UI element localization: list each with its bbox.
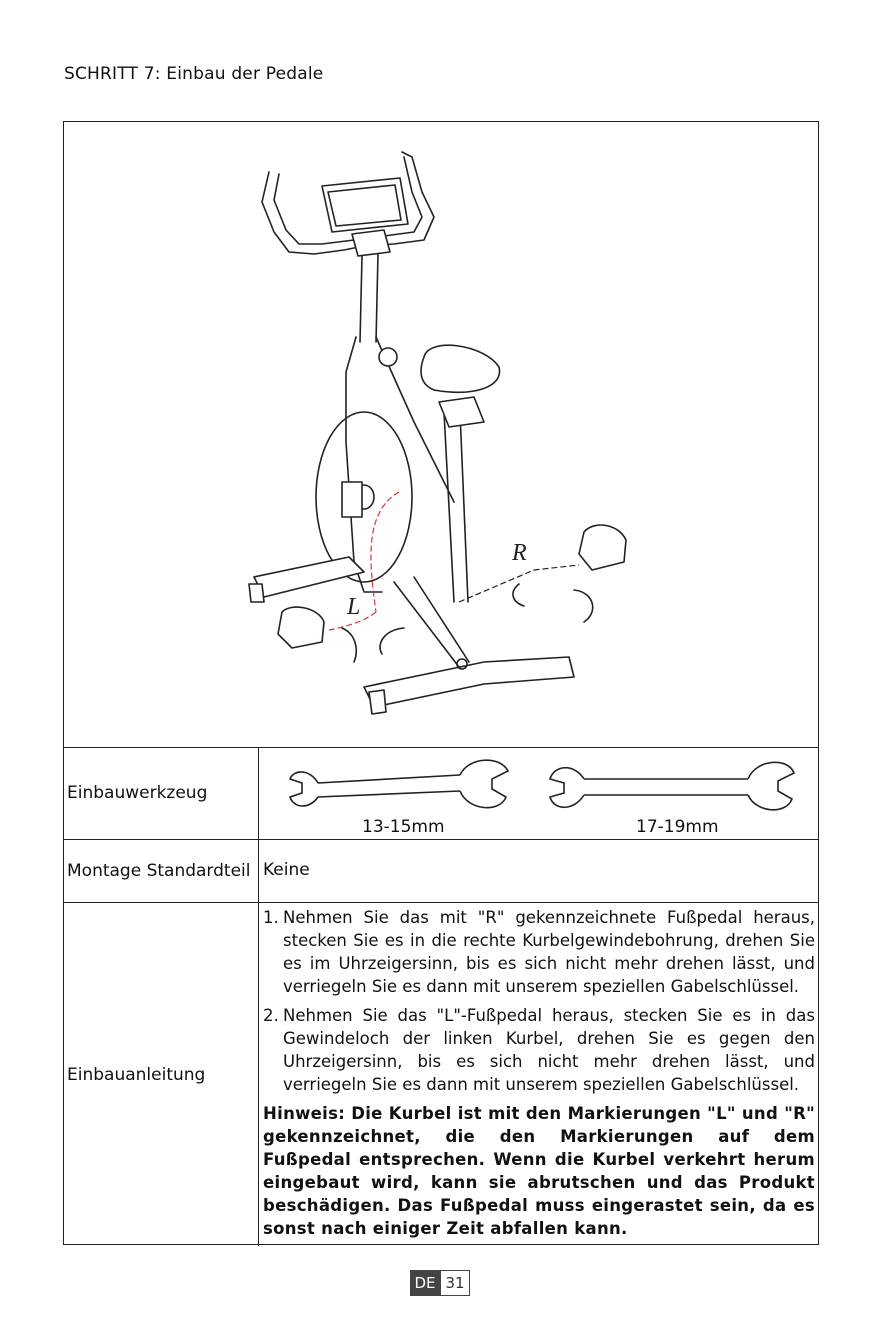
exercise-bike-illustration [64, 122, 818, 747]
wrench-icon [288, 759, 518, 819]
instruction-table [63, 121, 819, 1245]
parts-value [260, 840, 818, 902]
parts-value-text: Keine [263, 860, 310, 880]
bike-illustration-cell [64, 122, 818, 748]
right-pedal-marker: R [512, 540, 527, 566]
instructions-value [260, 903, 818, 1246]
instruction-step [263, 1004, 815, 1096]
parts-label: Montage Standardteil [64, 840, 259, 902]
wrench-size-label: 17-19mm [636, 817, 719, 837]
instruction-step [263, 906, 815, 998]
page-heading: SCHRITT 7: Einbau der Pedale [64, 64, 324, 84]
step-text: Nehmen Sie das mit "R" gekennzeichnete Fußpedal heraus, stecken Sie es in die rechte Kurbelgewindebohrung, drehen Sie es im Uhrzeigersinn, bis es sich nicht mehr drehen lässt, und verriegeln Sie es dann mit unserem speziellen Gabelschlüssel. [283, 908, 815, 996]
step-number: 1. [263, 908, 279, 927]
left-pedal-marker: L [347, 594, 361, 620]
wrench-icon [548, 759, 798, 819]
page-number: 31 [440, 1270, 470, 1296]
instructions-row [64, 903, 818, 1246]
tools-label: Einbauwerkzeug [64, 747, 259, 839]
step-number: 2. [263, 1006, 279, 1025]
instructions-label: Einbauanleitung [64, 903, 259, 1246]
tools-row [64, 747, 818, 840]
page-footer [410, 1270, 470, 1296]
warning-note: Hinweis: Die Kurbel ist mit den Markierungen "L" und "R" gekennzeichnet, die den Markierungen auf dem Fußpedal entsprechen. Wenn die Kurbel verkehrt herum eingebaut wird, kann sie abrutschen und das Produkt beschädigen. Das Fußpedal muss eingerastet sein, da es sonst nach einiger Zeit abfallen kann. [263, 1104, 815, 1238]
language-badge: DE [410, 1270, 440, 1296]
tools-value [260, 747, 818, 839]
parts-row [64, 840, 818, 903]
wrench-size-label: 13-15mm [362, 817, 445, 837]
step-text: Nehmen Sie das "L"-Fußpedal heraus, stecken Sie es in das Gewindeloch der linken Kurbel, drehen Sie es gegen den Uhrzeigersinn, bis es sich nicht mehr drehen lässt, und verriegeln Sie es dann mit unserem speziellen Gabelschlüssel. [283, 1006, 815, 1094]
